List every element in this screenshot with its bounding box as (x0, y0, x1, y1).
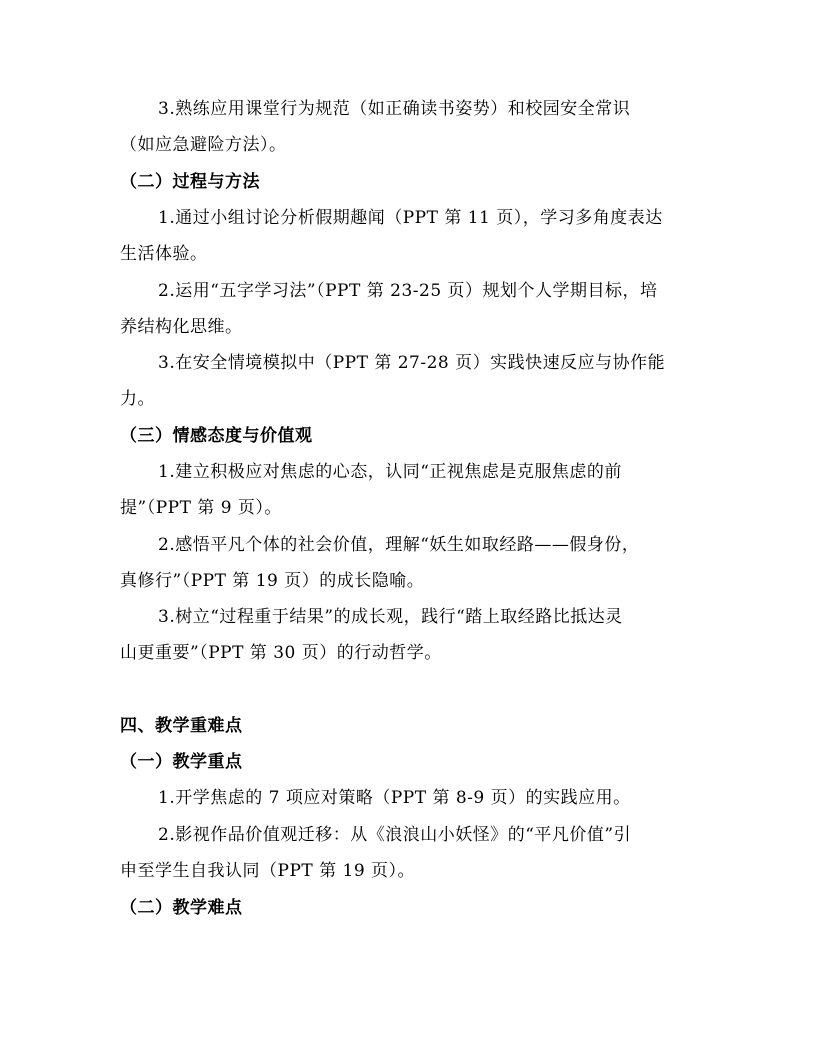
values-item-2-line-2: 真修行”（PPT 第 19 页）的成长隐喻。 (120, 571, 425, 591)
values-item-1-line-2: 提”（PPT 第 9 页）。 (120, 498, 282, 518)
subsection-heading-values: （三）情感态度与价值观 (120, 426, 313, 446)
section-heading-key-difficult-points: 四、教学重难点 (120, 716, 243, 736)
subsection-heading-key-points: （一）教学重点 (120, 752, 243, 772)
process-item-1-line-2: 生活体验。 (120, 244, 208, 264)
values-item-2-line-1: 2.感悟平凡个体的社会价值，理解“妖生如取经路——假身份， (158, 535, 640, 555)
objective-item-3-line-2: （如应急避险方法）。 (120, 135, 287, 155)
values-item-1-line-1: 1.建立积极应对焦虑的心态，认同“正视焦虑是克服焦虑的前 (158, 462, 622, 482)
key-point-item-2-line-2: 申至学生自我认同（PPT 第 19 页）。 (120, 861, 416, 881)
subsection-heading-process-methods: （二）过程与方法 (120, 172, 260, 192)
process-item-2-line-1: 2.运用“五字学习法”（PPT 第 23-25 页）规划个人学期目标，培 (158, 281, 658, 301)
key-point-item-2-line-1: 2.影视作品价值观迁移：从《浪浪山小妖怪》的“平凡价值”引 (158, 825, 632, 845)
subsection-heading-difficult-points: （二）教学难点 (120, 898, 243, 918)
process-item-3-line-1: 3.在安全情境模拟中（PPT 第 27-28 页）实践快速反应与协作能 (158, 353, 666, 373)
process-item-2-line-2: 养结构化思维。 (120, 317, 243, 337)
key-point-item-1: 1.开学焦虑的 7 项应对策略（PPT 第 8-9 页）的实践应用。 (158, 788, 631, 808)
process-item-1-line-1: 1.通过小组讨论分析假期趣闻（PPT 第 11 页），学习多角度表达 (158, 208, 663, 228)
values-item-3-line-2: 山更重要”（PPT 第 30 页）的行动哲学。 (120, 643, 442, 663)
objective-item-3-line-1: 3.熟练应用课堂行为规范（如正确读书姿势）和校园安全常识 (158, 99, 631, 119)
values-item-3-line-1: 3.树立“过程重于结果”的成长观，践行“踏上取经路比抵达灵 (158, 607, 623, 627)
process-item-3-line-2: 力。 (120, 389, 155, 409)
